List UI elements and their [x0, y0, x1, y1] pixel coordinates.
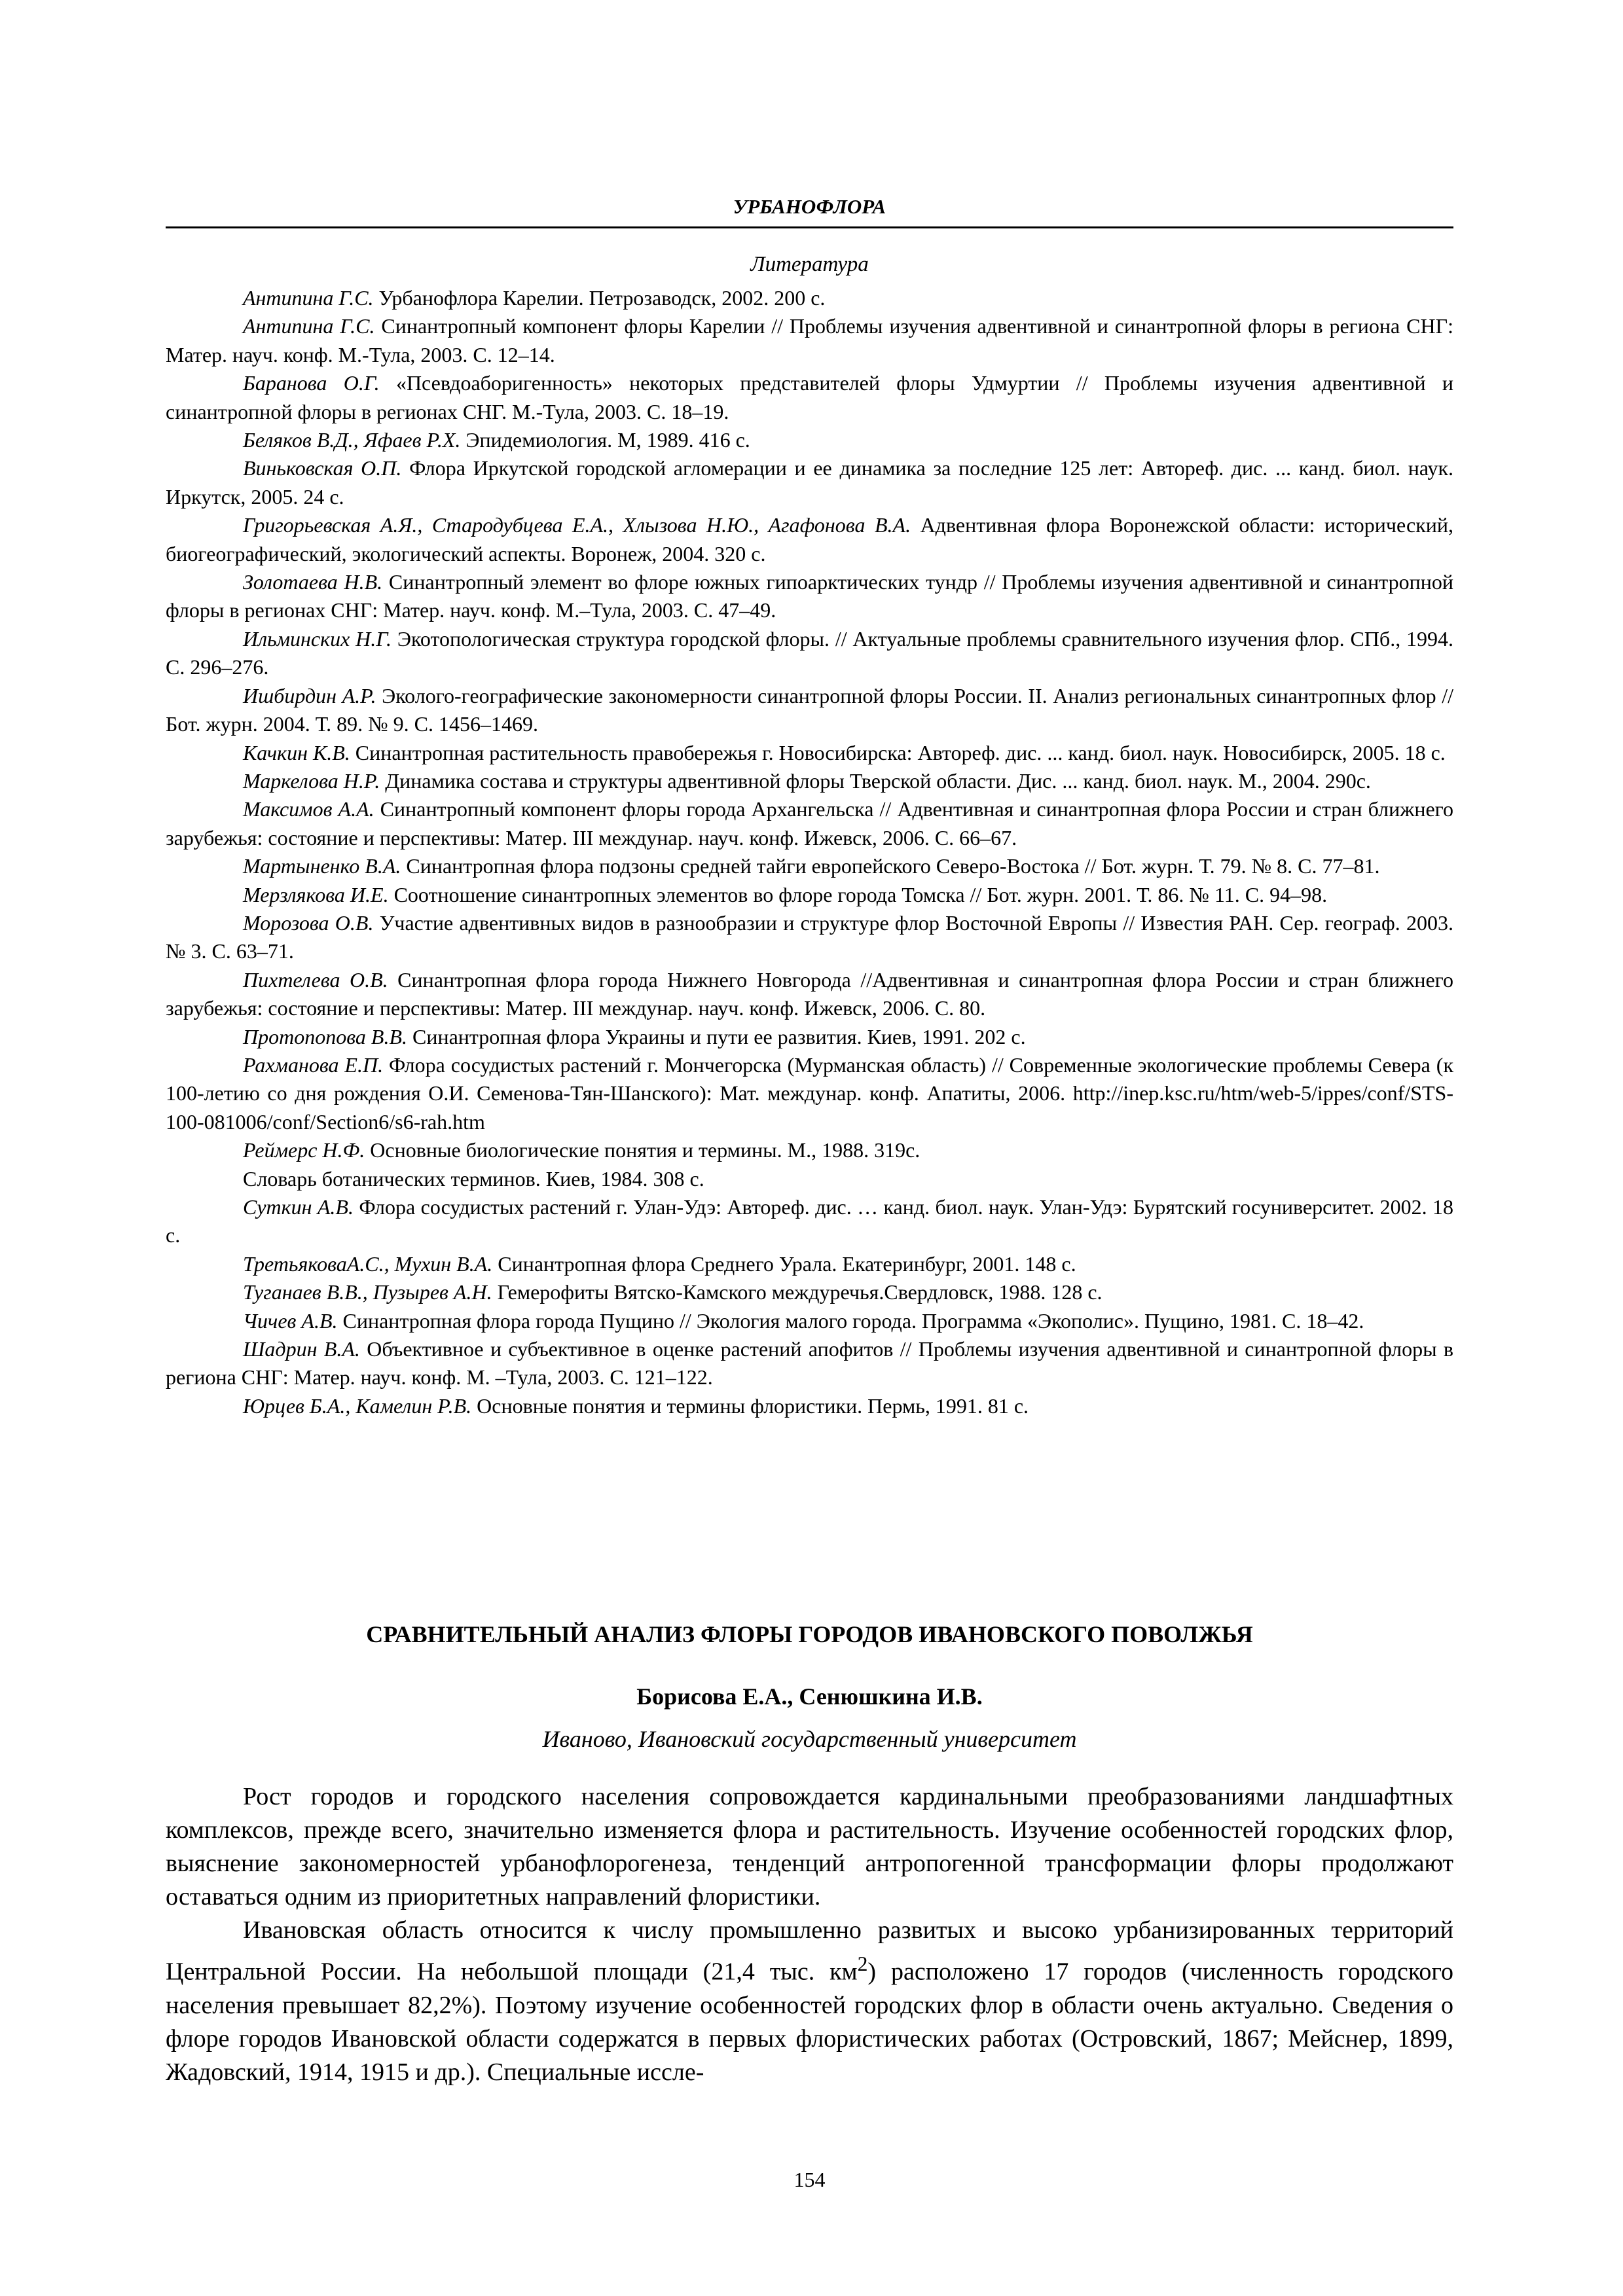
reference-text: Основные биологические понятия и термины. М., 1988. 319с.	[365, 1138, 921, 1162]
reference-item	[166, 284, 1453, 312]
reference-text: Адвентивная флора Воронежской области: исторический, биогеографический, экологический аспекты. Воронеж, 2004. 320 с.	[166, 513, 1454, 565]
reference-item	[166, 739, 1453, 767]
reference-item	[166, 881, 1453, 909]
reference-author: Максимов А.А.	[243, 797, 374, 821]
reference-text: Гемерофиты Вятско-Камского междуречья.Свердловск, 1988. 128 с.	[492, 1280, 1103, 1304]
literature-heading: Литература	[750, 253, 869, 276]
paragraph-text: ) расположено 17 городов (численность городского населения превышает 82,2%). Поэтому изучение особенностей городских флор в области очень актуально. Сведения о флоре городов Ивановской области содержатся в первых флористических работах (Островский, 1867; Мейснер, 1899, Жадовский, 1914, 1915 и др.). Специальные иссле-	[166, 1958, 1453, 2086]
reference-text: Участие адвентивных видов в разнообразии и структуре флор Восточной Европы // Известия РАН. Сер. географ. 2003. № 3. С. 63–71.	[166, 910, 1454, 963]
reference-text: Экотопологическая структура городской флоры. // Актуальные проблемы сравнительного изучения флор. СПб., 1994. С. 296–276.	[166, 626, 1454, 679]
article-authors: Борисова Е.А., Сенюшкина И.В.	[636, 1683, 983, 1710]
paragraph-text: Ивановская область относится к числу промышленно развитых и высоко урбанизированных территорий Центральной России. На небольшой площади (21,4 тыс. км	[166, 1916, 1453, 1986]
reference-text: Объективное и субъективное в оценке растений апофитов // Проблемы изучения адвентивной и синантропной флоры в регионa СНГ: Матер. науч. конф. М. –Тула, 2003. С. 121–122.	[166, 1337, 1454, 1390]
reference-item	[166, 312, 1453, 369]
reference-author: ТретьяковаА.С., Мухин В.А.	[243, 1251, 493, 1276]
reference-author: Туганаев В.В., Пузырев А.Н.	[243, 1280, 492, 1304]
reference-author: Протопопова В.В.	[243, 1024, 407, 1049]
reference-text: «Псевдоаборигенность» некоторых представителей флоры Удмуртии // Проблемы изучения адвентивной и синантропной флоры в регионах СНГ. М.-Тула, 2003. С. 18–19.	[166, 371, 1454, 423]
reference-author: Юрцев Б.А., Камелин Р.В.	[243, 1393, 472, 1418]
reference-author: Качкин К.В.	[243, 740, 350, 764]
reference-text: Синантропный компонент флоры Карелии // Проблемы изучения адвентивной и синантропной флоры в регионa СНГ: Матер. науч. конф. М.-Тула, 2003. С. 12–14.	[166, 314, 1454, 367]
reference-text: Флора сосудистых растений г. Улан-Удэ: Автореф. дис. … канд. биол. наук. Улан-Удэ: Бурятский госуниверситет. 2002. 18 с.	[166, 1195, 1454, 1247]
reference-item	[166, 625, 1453, 682]
reference-item	[166, 426, 1453, 454]
reference-item	[166, 1307, 1453, 1335]
reference-author: Виньковская О.П.	[243, 456, 402, 480]
reference-item	[166, 682, 1453, 739]
reference-text: Синантропная флора Украины и пути ее развития. Киев, 1991. 202 с.	[407, 1024, 1026, 1049]
reference-author: Антипина Г.С.	[243, 314, 375, 338]
reference-author: Золотаева Н.В.	[243, 570, 383, 594]
reference-author: Суткин А.В.	[243, 1195, 354, 1219]
superscript: 2	[857, 1952, 868, 1975]
running-head: УРБАНОФЛОРА	[733, 195, 886, 218]
reference-author: Беляков В.Д., Яфаев Р.Х.	[243, 428, 461, 452]
reference-author: Мерзлякова И.Е.	[243, 882, 389, 906]
reference-author: Григорьевская А.Я., Стародубцева Е.А., Хлызова Н.Ю., Агафонова В.А.	[243, 513, 911, 537]
reference-item	[166, 1250, 1453, 1278]
reference-author: Маркелова Н.Р.	[243, 768, 380, 793]
reference-author: Морозова О.В.	[243, 910, 374, 935]
reference-author: Рахманова Е.П.	[243, 1052, 384, 1077]
reference-item	[166, 1335, 1453, 1392]
reference-item	[166, 1165, 1453, 1193]
reference-item	[166, 795, 1453, 852]
reference-text: Синантропная флора подзоны средней тайги европейского Северо-Востока // Бот. журн. Т. 79. № 8. С. 77–81.	[401, 854, 1380, 878]
reference-text: Урбанофлора Карелии. Петрозаводск, 2002. 200 с.	[373, 286, 826, 310]
reference-text: Флора сосудистых растений г. Мончегорска (Мурманская область) // Современные экологические проблемы Севера (к 100-летию со дня рождения О.И. Семенова-Тян-Шанского): Мат. междунар. конф. Апатиты, 2006. http://inep.ksc.ru/htm/web-5/ippes/conf/STS-100-081006/conf/Section6/s6-rah.htm	[166, 1052, 1454, 1134]
reference-text: Динамика состава и структуры адвентивной флоры Тверской области. Дис. ... канд. биол. наук. М., 2004. 290с.	[380, 768, 1371, 793]
reference-author: Шадрин В.А.	[243, 1337, 360, 1361]
header-rule	[166, 226, 1453, 228]
reference-author: Антипина Г.С.	[243, 286, 374, 310]
reference-author: Реймерс Н.Ф.	[243, 1138, 365, 1162]
reference-item	[166, 966, 1453, 1023]
reference-author: Ишбирдин А.Р.	[243, 683, 376, 708]
reference-author: Чичев А.В.	[243, 1308, 338, 1333]
reference-text: Флора Иркутской городской агломерации и ее динамика за последние 125 лет: Автореф. дис. ... канд. биол. наук. Иркутск, 2005. 24 с.	[166, 456, 1454, 509]
reference-text: Синантропная растительность правобережья г. Новосибирска: Автореф. дис. ... канд. биол. наук. Новосибирск, 2005. 18 с.	[350, 740, 1446, 764]
article-title: СРАВНИТЕЛЬНЫЙ АНАЛИЗ ФЛОРЫ ГОРОДОВ ИВАНОВСКОГО ПОВОЛЖЬЯ	[366, 1621, 1253, 1647]
reference-item	[166, 1051, 1453, 1136]
reference-text: Эколого-географические закономерности синантропной флоры России. II. Анализ региональных синантропных флор // Бот. журн. 2004. Т. 89. № 9. С. 1456–1469.	[166, 683, 1454, 736]
reference-item	[166, 852, 1453, 880]
reference-author: Пихтелева О.В.	[243, 967, 388, 992]
reference-item	[166, 1193, 1453, 1250]
reference-author: Баранова О.Г.	[243, 371, 380, 395]
reference-item	[166, 1278, 1453, 1306]
reference-text: Основные понятия и термины флористики. Пермь, 1991. 81 с.	[471, 1393, 1029, 1418]
article-affiliation: Иваново, Ивановский государственный университет	[542, 1726, 1077, 1752]
reference-item	[166, 1392, 1453, 1420]
reference-item	[166, 454, 1453, 511]
reference-text: Синантропная флора Среднего Урала. Екатеринбург, 2001. 148 с.	[492, 1251, 1076, 1276]
reference-text: Словарь ботанических терминов. Киев, 1984. 308 с.	[243, 1166, 704, 1191]
paragraph	[166, 1914, 1453, 2089]
reference-text: Синантропный компонент флоры города Архангельска // Адвентивная и синантропная флора России и стран ближнего зарубежья: состояние и перспективы: Матер. III междунар. науч. конф. Ижевск, 2006. С. 66–67.	[166, 797, 1454, 850]
reference-item	[166, 511, 1453, 568]
article-body	[166, 1780, 1453, 2089]
reference-list	[166, 284, 1453, 1420]
reference-item	[166, 369, 1453, 426]
reference-item	[166, 1023, 1453, 1051]
reference-text: Синантропный элемент во флоре южных гипоарктических тундр // Проблемы изучения адвентивной и синантропной флоры в регионах СНГ: Матер. науч. конф. М.–Тула, 2003. С. 47–49.	[166, 570, 1454, 622]
reference-author: Мартыненко В.А.	[243, 854, 401, 878]
reference-item	[166, 568, 1453, 625]
paragraph: Рост городов и городского населения сопровождается кардинальными преобразованиями ландшафтных комплексов, прежде всего, значительно изменяется флора и растительность. Изучение особенностей городских флор, выяснение закономерностей урбанофлорогенеза, тенденций антропогенной трансформации флоры продолжают оставаться одним из приоритетных направлений флористики.	[166, 1783, 1453, 1910]
reference-text: Соотношение синантропных элементов во флоре города Томска // Бот. журн. 2001. Т. 86. № 11. С. 94–98.	[388, 882, 1328, 906]
reference-text: Синантропная флора города Нижнего Новгорода //Адвентивная и синантропная флора России и стран ближнего зарубежья: состояние и перспективы: Матер. III междунар. науч. конф. Ижевск, 2006. С. 80.	[166, 967, 1454, 1020]
reference-item	[166, 767, 1453, 795]
page-number: 154	[793, 2168, 826, 2191]
reference-author: Ильминских Н.Г.	[243, 626, 392, 651]
reference-text: Синантропная флора города Пущино // Экология малого города. Программа «Экополис». Пущино, 1981. С. 18–42.	[337, 1308, 1364, 1333]
reference-text: Эпидемиология. М, 1989. 416 с.	[460, 428, 750, 452]
reference-item	[166, 1136, 1453, 1164]
reference-item	[166, 909, 1453, 966]
